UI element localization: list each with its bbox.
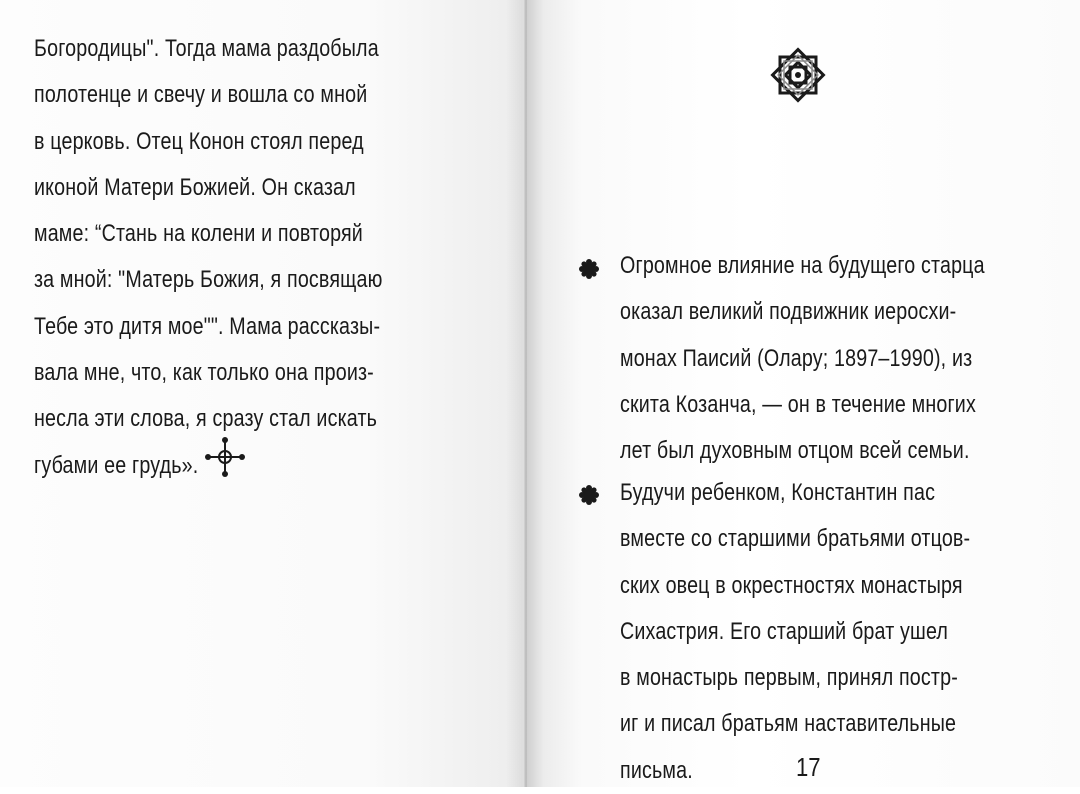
paragraph-1 xyxy=(620,243,1050,474)
paragraph-2 xyxy=(620,470,1050,794)
text-line: письма. xyxy=(620,756,693,784)
text-line: несла эти слова, я сразу стал искать xyxy=(34,405,378,433)
text-line: иг и писал братьям наставительные xyxy=(620,710,957,738)
interlaced-knot-ornament-icon xyxy=(763,40,833,110)
text-line: ских овец в окрестностях монастыря xyxy=(620,571,963,599)
text-line: Огромное влияние на будущего старца xyxy=(620,252,985,279)
text-line: губами ее грудь». xyxy=(34,451,199,479)
text-line: Тебе это дитя мое"". Мама рассказы- xyxy=(34,312,381,340)
text-line: монах Паисий (Олару; 1897–1990), из xyxy=(620,344,973,372)
text-line: скита Козанча, — он в течение многих xyxy=(620,390,976,418)
text-line: в церковь. Отец Конон стоял перед xyxy=(34,127,364,155)
text-line: вала мне, что, как только она произ- xyxy=(34,359,374,387)
text-line: полотенце и свечу и вошла со мной xyxy=(34,81,368,109)
text-line: Сихастрия. Его старший брат ушел xyxy=(620,617,949,645)
text-line: вместе со старшими братьями отцов- xyxy=(620,525,971,553)
left-page-text xyxy=(34,26,474,489)
text-line: маме: “Стань на колени и повторяй xyxy=(34,220,363,248)
page-number: 17 xyxy=(796,752,821,782)
text-line: лет был духовным отцом всей семьи. xyxy=(620,437,970,465)
cross-ornament-icon xyxy=(205,436,245,478)
text-line: Будучи ребенком, Константин пас xyxy=(620,479,936,506)
flower-bullet-icon xyxy=(579,259,599,279)
text-line: за мной: "Матерь Божия, я посвящаю xyxy=(34,266,383,294)
text-line: Богородицы". Тогда мама раздобыла xyxy=(34,35,379,62)
text-line: иконой Матери Божией. Он сказал xyxy=(34,173,356,201)
left-page xyxy=(0,0,527,787)
flower-bullet-icon xyxy=(579,485,599,505)
text-line: оказал великий подвижник иеросхи- xyxy=(620,298,957,326)
text-line: в монастырь первым, принял постр- xyxy=(620,664,958,692)
